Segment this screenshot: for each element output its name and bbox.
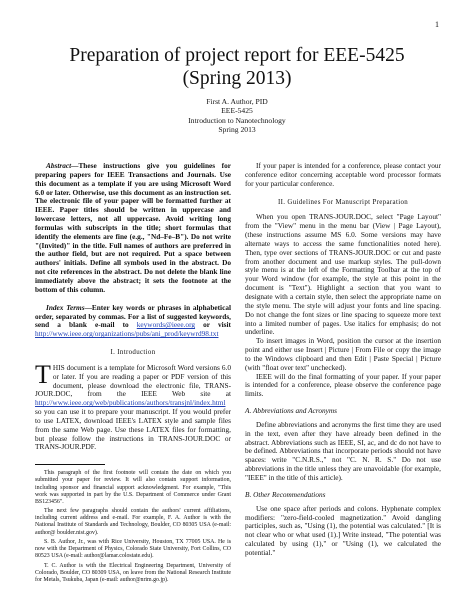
footnote-2: The next few paragraphs should contain the authors' current affiliations, including current address and e-mail. For example, F. A. Author is with the National Institute of Standards and Technology, Boulder, CO 80305 USA (e-mail: author@ boulder.nist.gov). [35,508,231,536]
conference-paragraph: If your paper is intended for a conference, please contact your conference editor concerning acceptable word processor formats for your particular conference. [245,161,441,188]
footnote-3: S. B. Author, Jr., was with Rice University, Houston, TX 77005 USA. He is now with the Department of Physics, Colorado State University, Fort Collins, CO 80523 USA (e-mail: author@lamar.colostate.edu). [35,539,231,560]
abbreviations-heading: A. Abbreviations and Acronyms [245,406,338,416]
guidelines-paragraph-3: IEEE will do the final formatting of your paper. If your paper is intended for a conference, please observe the conference page limits. [245,371,441,399]
index-terms-mid: or visit [203,320,231,330]
title-line-2: (Spring 2013) [182,68,292,89]
footnote-rule [35,464,105,465]
right-column [245,162,441,558]
title-line-1: Preparation of project report for EEE-5425 [69,45,405,66]
footnote-4: T. C. Author is with the Electrical Engineering Department, University of Colorado, Boulder, CO 80309 USA, on leave from the National Research Institute for Metals, Tsukuba, Japan (e-mail: author@nrim.go.jp). [35,562,231,584]
guidelines-heading: II. Guidelines For Manuscript Preparation [277,198,409,206]
author-name: First A. Author, PID [206,97,268,106]
guidelines-paragraph-2: To insert images in Word, position the cursor at the insertion point and either use Insert | Picture | From File or copy the image to the Windows clipboard and then Edit | Paste Special | Picture (with "float over text" unchecked). [245,336,441,372]
index-terms [35,304,231,339]
other-recommendations-heading: B. Other Recommendations [245,489,326,499]
keywords-email-link[interactable]: keywords@ieee.org [136,320,196,330]
footnote-1: This paragraph of the first footnote will contain the date on which you submitted your paper for review. It will also contain support information, including sponsor and financial support acknowledgment. For example, "This work was supported in part by the U.S. Department of Commerce under Grant BS123456". [35,470,231,505]
intro-heading: I. Introduction [110,349,156,357]
intro-url-link[interactable]: http://www.ieee.org/web/publications/authors/transjnl/index.html [35,398,226,408]
abstract-text: —These instructions give you guidelines for preparing papers for IEEE Transactions and Journals. Use this document as a template if you are using Microsoft Word 6.0 or later. Otherwise, use this document as an instruction set. The electronic file of your paper will be formatted further at IEEE. Paper titles should be written in uppercase and lowercase letters, not all uppercase. Avoid writing long formulas with subscripts in the title; short formulas that identify the elements are fine (e.g., "Nd–Fe–B"). Do not write "(Invited)" in the title. Full names of authors are preferred in the author field, but are not required. Put a space between authors' initials. Define all symbols used in the abstract. Do not cite references in the abstract. Do not delete the blank line immediately above the abstract; it sets the footnote at the bottom of this column. [35,161,231,294]
intro-paragraph [35,359,231,452]
page-number: 1 [435,20,439,29]
intro-dropcap: T [35,359,51,389]
abstract [35,162,231,295]
guidelines-paragraph-1: When you open TRANS-JOUR.DOC, select "Page Layout" from the "View" menu in the menu bar (View | Page Layout), (these instructions assume MS 6.0. Some versions may have alternate ways to access the same functionalities noted here). Then, type over sections of TRANS-JOUR.DOC or cut and paste from another document and use markup styles. The pull-down style menu is at the left of the Formatting Toolbar at the top of your Word window (for example, the style at this point in the document is "Text"). Highlight a section that you want to designate with a certain style, then select the appropriate name on the style menu. The style will adjust your fonts and line spacing. Do not change the font sizes or line spacing to squeeze more text into a limited number of pages. Use italics for emphasis; do not underline. [245,212,441,337]
left-column [35,162,231,587]
other-recommendations-paragraph: Use one space after periods and colons. Hyphenate complex modifiers: "zero-field-cooled magnetization." Avoid dangling participles, such as, "Using (1), the potential was calculated." [It is not clear who or what used (1).] Write instead, "The potential was calculated by using (1)," or "Using (1), we calculated the potential." [245,503,441,557]
keywords-url-link[interactable]: http://www.ieee.org/organizations/pubs/ani_prod/keywrd98.txt [35,329,219,339]
abstract-label: Abstract [46,161,72,170]
course-code: EEE-5425 [221,106,253,116]
term: Spring 2013 [218,125,256,135]
intro-text-2: so you can use it to prepare your manuscript. If you would prefer to use LATEX, download IEEE's LATEX style and sample files from the same Web page. Use these LATEX files for formatting, but please follow the instructions in TRANS-JOUR.DOC or TRANS-JOUR.PDF. [35,407,231,452]
index-terms-text: —Enter key words or phrases in alphabetical order, separated by commas. For a list of suggested keywords, send a blank e-mail to [35,302,231,330]
author-block [0,97,474,135]
paper-title [0,44,474,90]
index-terms-label: Index Terms [46,302,85,312]
abbreviations-paragraph: Define abbreviations and acronyms the first time they are used in the text, even after they have already been defined in the abstract. Abbreviations such as IEEE, SI, ac, and dc do not have to be defined. Abbreviations that incorporate periods should not have spaces: write "C.N.R.S.," not "C. N. R. S." Do not use abbreviations in the title unless they are unavoidable (for example, "IEEE" in the title of this article). [245,419,441,482]
course-subject: Introduction to Nanotechnology [188,115,286,125]
intro-text-1: HIS document is a template for Microsoft Word versions 6.0 or later. If you are reading a paper or PDF version of this document, please download the electronic file, TRANS-JOUR.DOC, from the IEEE Web site at [35,362,231,399]
